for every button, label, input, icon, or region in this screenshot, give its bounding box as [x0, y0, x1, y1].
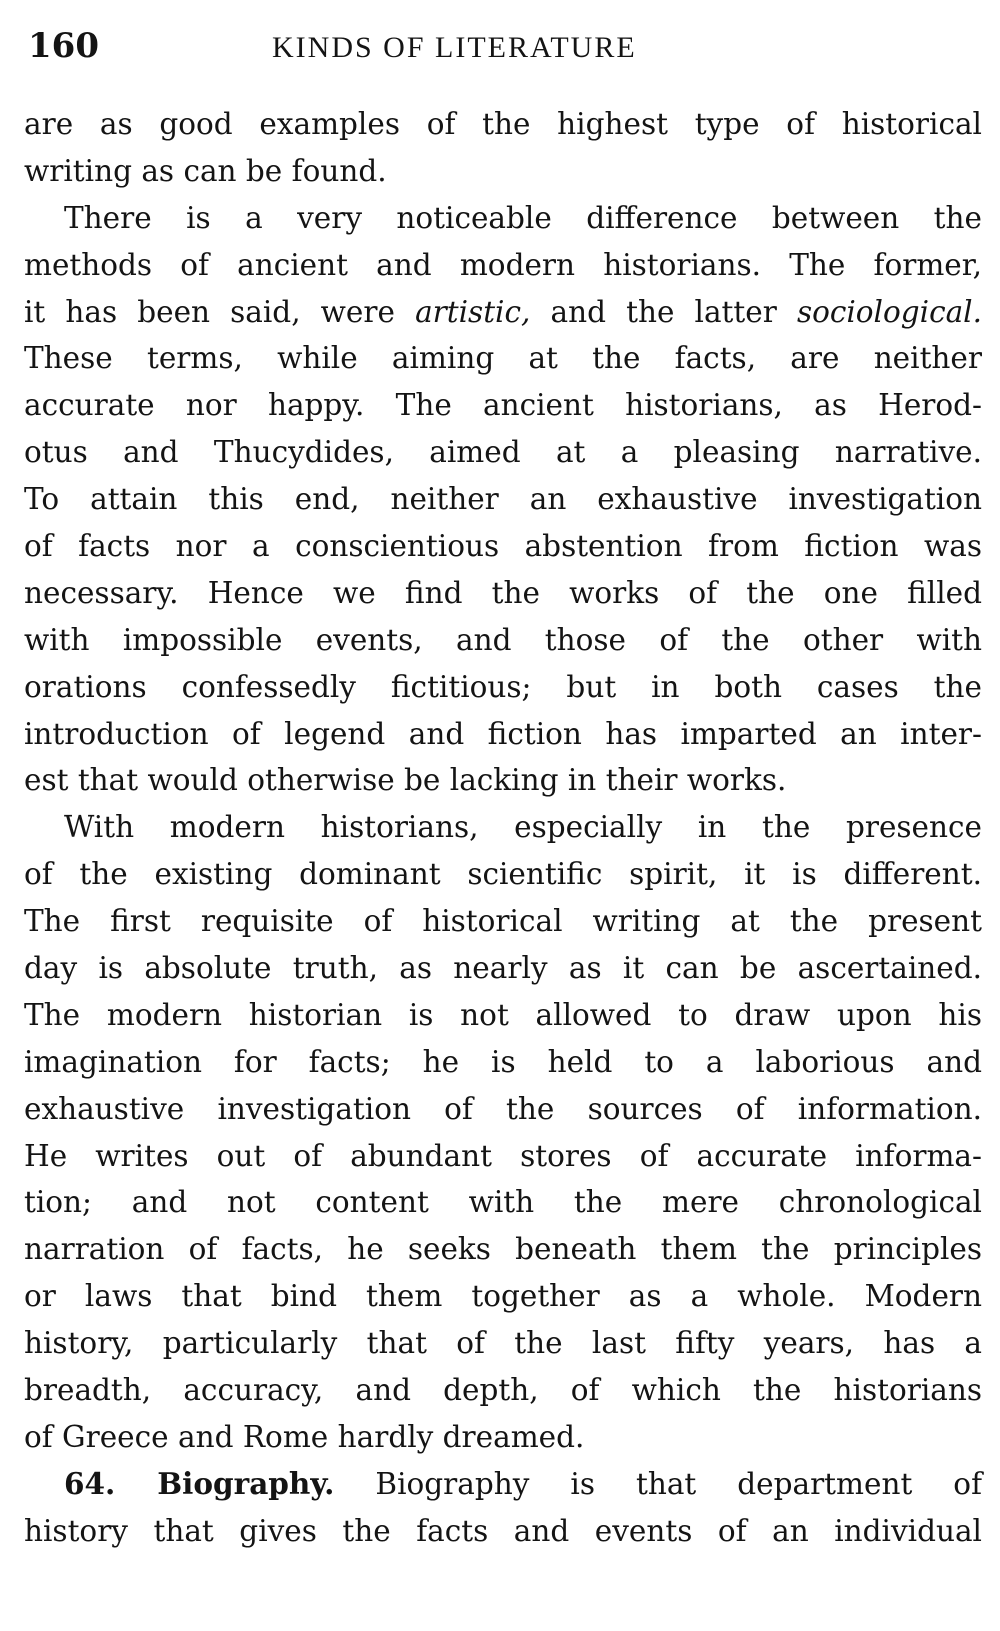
text-line: est that would otherwise be lacking in their works.: [24, 763, 787, 798]
text-line: methods of ancient and modern historians. The former,: [24, 247, 982, 282]
text-line: of Greece and Rome hardly dreamed.: [24, 1419, 585, 1454]
section-heading-biography: 64. Biography.: [64, 1465, 335, 1501]
text-line: with impossible events, and those of the other with: [24, 622, 982, 657]
paragraph-start-line: There is a very noticeable difference between the: [64, 200, 982, 235]
text-line: The first requisite of historical writing at the present: [24, 904, 982, 939]
text-line: narration of facts, he seeks beneath them the principles: [24, 1232, 982, 1267]
italic-term-sociological: sociological.: [796, 294, 982, 329]
running-head: [28, 14, 972, 74]
text-line: otus and Thucydides, aimed at a pleasing narrative.: [24, 435, 982, 470]
text-line: imagination for facts; he is held to a laborious and: [24, 1044, 982, 1079]
body-text: [24, 101, 982, 1555]
text-line: necessary. Hence we find the works of the one filled: [24, 575, 982, 610]
text-run: Biography is that department of: [375, 1466, 982, 1501]
italic-term-artistic: artistic,: [415, 294, 531, 329]
running-title: KINDS OF LITERATURE: [272, 31, 637, 64]
text-line: tion; and not content with the mere chronological: [24, 1185, 982, 1220]
paragraph-start-line: With modern historians, especially in the presence: [64, 810, 982, 845]
text-line: [24, 289, 982, 336]
text-line: history that gives the facts and events of an individual: [24, 1513, 982, 1548]
section-heading-line: [24, 1461, 982, 1508]
text-line: of facts nor a conscientious abstention from fiction was: [24, 529, 982, 564]
text-line: The modern historian is not allowed to draw upon his: [24, 997, 982, 1032]
text-line: breadth, accuracy, and depth, of which the historians: [24, 1373, 982, 1408]
page-number: 160: [28, 26, 99, 66]
text-line: history, particularly that of the last fifty years, has a: [24, 1326, 982, 1361]
text-line: exhaustive investigation of the sources of information.: [24, 1091, 982, 1126]
text-line: orations confessedly fictitious; but in both cases the: [24, 669, 982, 704]
text-run: it has been said, were: [24, 294, 395, 329]
text-run: and the latter: [550, 294, 777, 329]
text-line: writing as can be found.: [24, 153, 387, 188]
text-line: day is absolute truth, as nearly as it can be ascertained.: [24, 951, 982, 986]
text-line: These terms, while aiming at the facts, are neither: [24, 341, 982, 376]
text-line: He writes out of abundant stores of accurate informa-: [24, 1138, 982, 1173]
text-line: To attain this end, neither an exhaustive investigation: [24, 482, 982, 517]
text-line: are as good examples of the highest type of historical: [24, 107, 982, 141]
text-line: accurate nor happy. The ancient historians, as Herod-: [24, 388, 982, 423]
text-line: introduction of legend and fiction has imparted an inter-: [24, 716, 982, 751]
text-line: of the existing dominant scientific spirit, it is different.: [24, 857, 982, 892]
text-line: or laws that bind them together as a whole. Modern: [24, 1279, 982, 1314]
